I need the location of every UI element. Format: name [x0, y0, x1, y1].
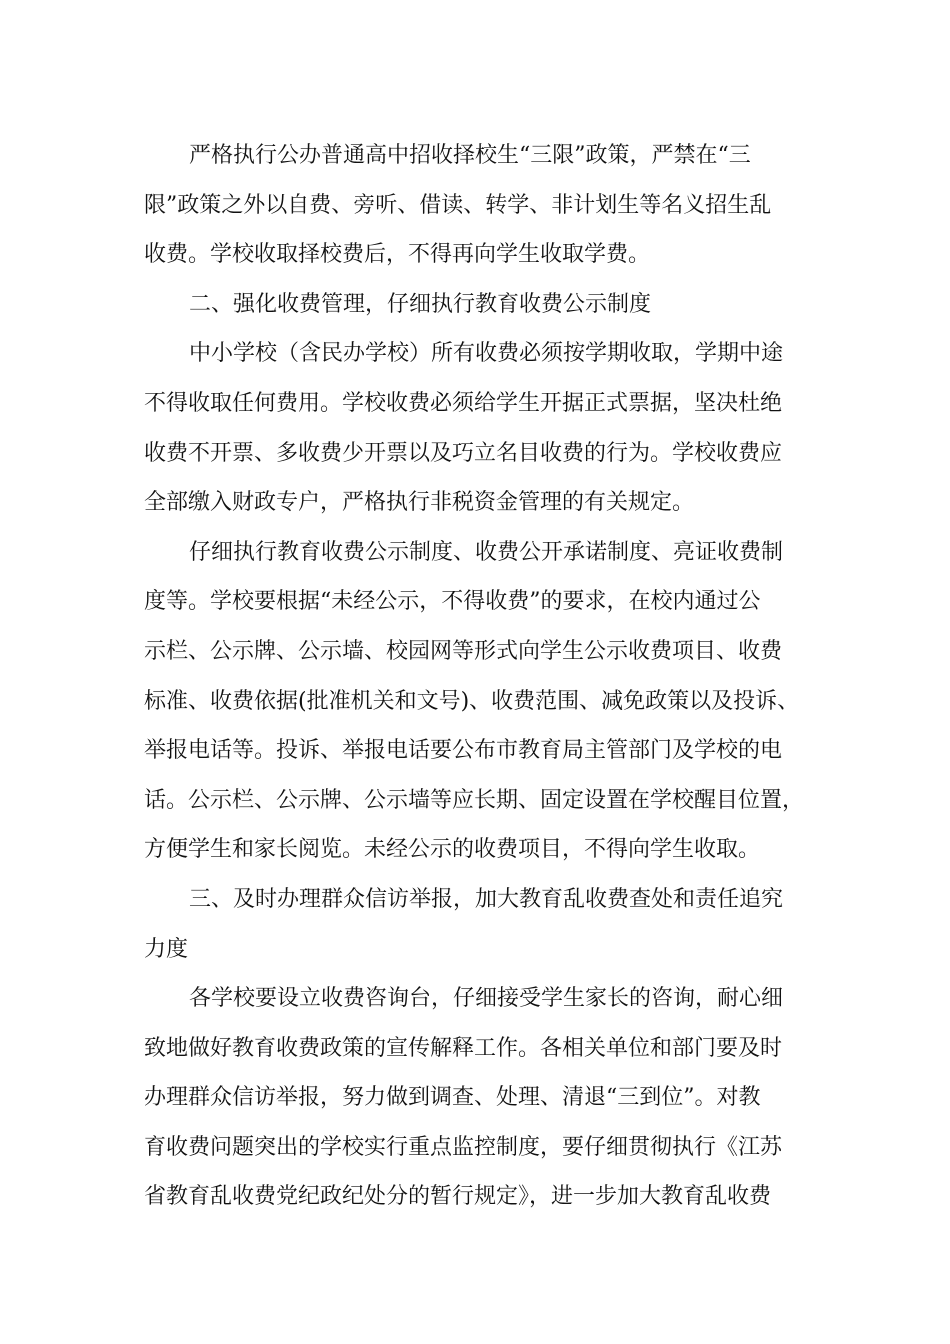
paragraph-line: 度等。学校要根据“未经公示，不得收费”的要求，在校内通过公 — [144, 589, 761, 615]
paragraph-line: 标准、收费依据(批准机关和文号)、收费范围、减免政策以及投诉、 — [144, 688, 800, 714]
paragraph-line: 示栏、公示牌、公示墙、校园网等形式向学生公示收费项目、收费 — [144, 638, 783, 664]
paragraph-line: 仔细执行教育收费公示制度、收费公开承诺制度、亮证收费制 — [189, 539, 784, 565]
paragraph-line: 全部缴入财政专户，严格执行非税资金管理的有关规定。 — [144, 490, 695, 516]
paragraph-line: 不得收取任何费用。学校收费必须给学生开据正式票据，坚决杜绝 — [144, 390, 783, 416]
paragraph-line: 举报电话等。投诉、举报电话要公布市教育局主管部门及学校的电 — [144, 738, 783, 764]
paragraph-line: 话。公示栏、公示牌、公示墙等应长期、固定设置在学校醒目位置， — [144, 787, 805, 813]
section-heading-continued: 力度 — [144, 936, 189, 962]
section-heading: 三、及时办理群众信访举报，加大教育乱收费查处和责任追究 — [189, 886, 784, 912]
paragraph-line: 办理群众信访举报，努力做到调查、处理、清退“三到位”。对教 — [144, 1085, 761, 1111]
section-heading: 二、强化收费管理，仔细执行教育收费公示制度 — [189, 291, 652, 317]
paragraph-line: 收费不开票、多收费少开票以及巧立名目收费的行为。学校收费应 — [144, 440, 783, 466]
paragraph-line: 省教育乱收费党纪政纪处分的暂行规定》，进一步加大教育乱收费 — [144, 1184, 772, 1210]
paragraph-line: 育收费问题突出的学校实行重点监控制度，要仔细贯彻执行《江苏 — [144, 1134, 783, 1160]
paragraph-line: 收费。学校收取择校费后，不得再向学生收取学费。 — [144, 242, 651, 268]
paragraph-line: 中小学校（含民办学校）所有收费必须按学期收取，学期中途 — [189, 341, 784, 367]
paragraph-line: 严格执行公办普通高中招收择校生“三限”政策，严禁在“三 — [189, 143, 751, 168]
paragraph-line: 致地做好教育收费政策的宣传解释工作。各相关单位和部门要及时 — [144, 1035, 783, 1061]
paragraph-line: 方便学生和家长阅览。未经公示的收费项目，不得向学生收取。 — [144, 837, 761, 863]
paragraph-line: 各学校要设立收费咨询台，仔细接受学生家长的咨询，耐心细 — [189, 986, 784, 1012]
document-body — [144, 131, 829, 1222]
paragraph-line: 限”政策之外以自费、旁听、借读、转学、非计划生等名义招生乱 — [144, 192, 772, 218]
